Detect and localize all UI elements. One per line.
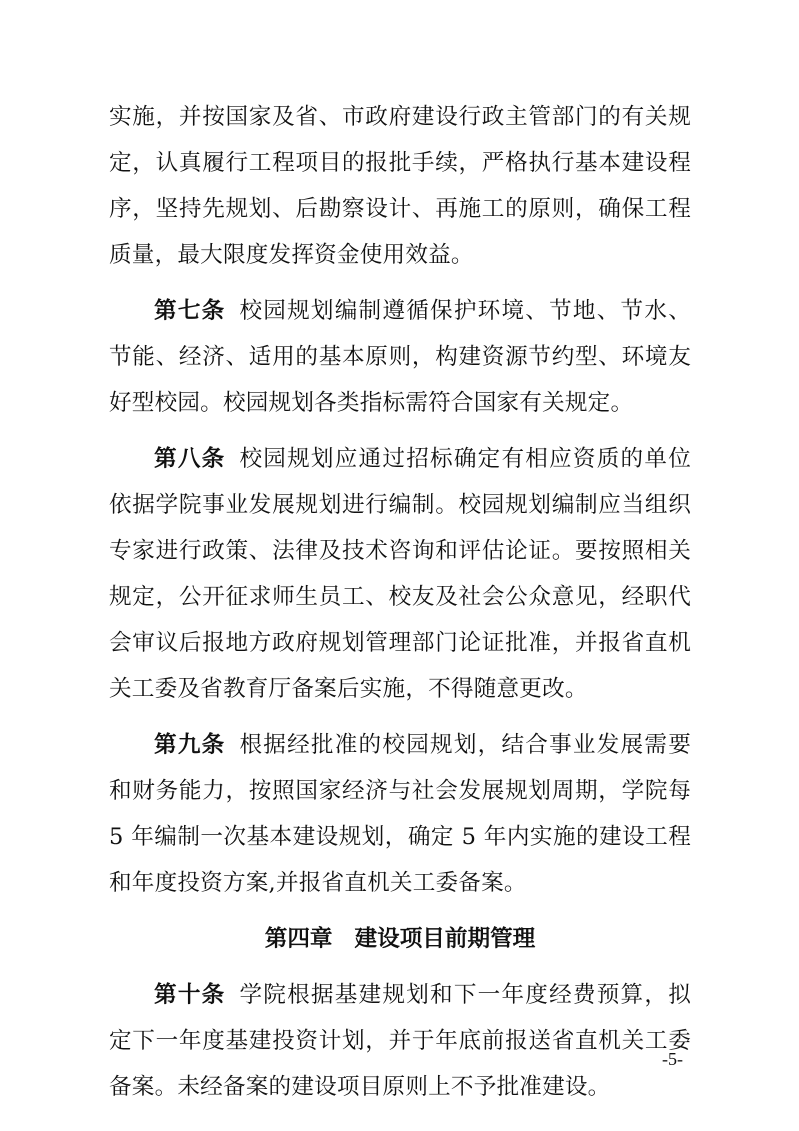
- article-text: 校园规划编制遵循保护环境、节地、节水、节能、经济、适用的基本原则，构建资源节约型、环境友好型校园。校园规划各类指标需符合国家有关规定。: [109, 298, 691, 416]
- article-text: 校园规划应通过招标确定有相应资质的单位依据学院事业发展规划进行编制。校园规划编制应当组织专家进行政策、法律及技术咨询和评估论证。要按照相关规定，公开征求师生员工、校友及社会公众意见，经职代会审议后报地方政府规划管理部门论证批准，并报省直机关工委及省教育厅备案后实施，不得随意更改。: [109, 446, 691, 702]
- chapter-title: 建设项目前期管理: [354, 926, 536, 952]
- chapter-heading: [109, 916, 691, 962]
- article-7: [109, 288, 691, 426]
- article-text: 学院根据基建规划和下一年度经费预算，拟定下一年度基建投资计划，并于年底前报送省直机关工委备案。未经备案的建设项目原则上不予批准建设。: [109, 982, 691, 1100]
- paragraph-text: 实施，并按国家及省、市政府建设行政主管部门的有关规定，认真履行工程项目的报批手续，严格执行基本建设程序，坚持先规划、后勘察设计、再施工的原则，确保工程质量，最大限度发挥资金使用效益。: [109, 104, 691, 268]
- page-number: -5-: [662, 1049, 683, 1069]
- article-9: [109, 722, 691, 906]
- article-number: 第十条: [154, 982, 226, 1008]
- chapter-number: 第四章: [264, 926, 333, 952]
- article-10: [109, 972, 691, 1110]
- article-text: 根据经批准的校园规划，结合事业发展需要和财务能力，按照国家经济与社会发展规划周期，学院每 5 年编制一次基本建设规划，确定 5 年内实施的建设工程和年度投资方案,并报省直机关工委备案。: [109, 732, 691, 896]
- article-number: 第九条: [154, 732, 226, 758]
- article-8: [109, 436, 691, 712]
- article-number: 第七条: [154, 298, 226, 324]
- article-number: 第八条: [154, 446, 226, 472]
- document-body: [109, 94, 691, 1120]
- paragraph-continuation: [109, 94, 691, 278]
